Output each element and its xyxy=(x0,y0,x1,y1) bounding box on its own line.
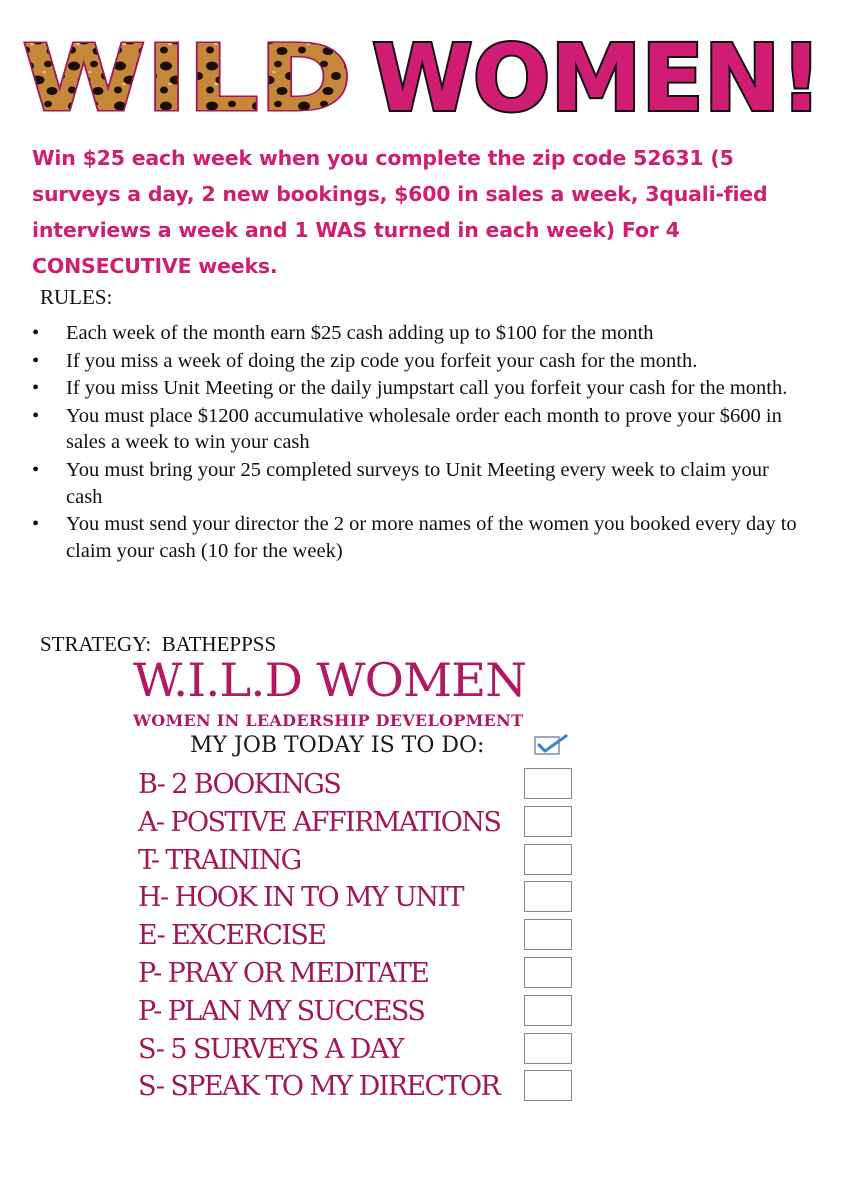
task-label: S- 5 SURVEYS A DAY xyxy=(138,1033,403,1065)
task-row-training xyxy=(138,842,578,880)
rule-item xyxy=(28,348,808,375)
rule-text: If you miss Unit Meeting or the daily jumpstart call you forfeit your cash for the month. xyxy=(66,377,788,400)
task-label: H- HOOK IN TO MY UNIT xyxy=(138,882,463,914)
title-wild: WILD xyxy=(22,25,352,123)
task-checkbox[interactable] xyxy=(524,995,572,1026)
task-row-hook-in xyxy=(138,879,578,917)
task-checkbox[interactable] xyxy=(524,844,572,875)
task-label: P- PLAN MY SUCCESS xyxy=(138,995,425,1027)
task-label: P- PRAY OR MEDITATE xyxy=(138,957,429,989)
rule-text: You must send your director the 2 or more names of the women you booked every day to claim your cash (10 for the week) xyxy=(66,513,797,562)
rule-text: Each week of the month earn $25 cash adding up to $100 for the month xyxy=(66,322,654,344)
task-label: S- SPEAK TO MY DIRECTOR xyxy=(138,1071,500,1103)
task-row-exercise xyxy=(138,917,578,955)
task-label: E- EXCERCISE xyxy=(138,920,326,952)
rules-heading: RULES: xyxy=(40,285,113,309)
intro-paragraph: Win $25 each week when you complete the zip code 52631 (5 surveys a day, 2 new bookings, $600 in sales a week, 3quali-fied interviews a week and 1 WAS turned in each week) For 4 CONSECUTIVE weeks. xyxy=(32,146,768,278)
task-label: A- POSTIVE AFFIRMATIONS xyxy=(138,806,501,838)
task-row-affirmations xyxy=(138,804,578,842)
bullet-icon: • xyxy=(32,404,40,427)
flyer-title xyxy=(20,18,830,123)
task-checkbox[interactable] xyxy=(524,919,572,950)
strategy-line: STRATEGY: BATHEPPSS xyxy=(40,632,277,656)
task-checkbox[interactable] xyxy=(524,957,572,988)
bullet-icon: • xyxy=(32,458,40,481)
rules-list xyxy=(28,320,808,565)
wild-women-subtitle: WOMEN IN LEADERSHIP DEVELOPMENT xyxy=(133,711,524,730)
wild-women-title: W.I.L.D WOMEN xyxy=(133,654,527,708)
rule-item xyxy=(28,375,808,402)
bullet-icon: • xyxy=(32,349,40,372)
checked-box-icon xyxy=(534,734,568,756)
bullet-icon: • xyxy=(32,322,40,344)
task-label: B- 2 BOOKINGS xyxy=(138,769,341,800)
rule-text: You must place $1200 accumulative wholesale order each month to prove your $600 in sales a week to win your cash xyxy=(66,404,782,454)
task-label: T- TRAINING xyxy=(138,844,301,876)
rule-item xyxy=(28,403,808,456)
task-checkbox[interactable] xyxy=(524,881,572,912)
task-row-bookings xyxy=(138,766,578,804)
job-today-heading: MY JOB TODAY IS TO DO: xyxy=(190,733,485,758)
title-graphic xyxy=(20,18,830,123)
title-women: WOMEN! xyxy=(372,25,822,123)
rule-item xyxy=(28,457,808,510)
task-checkbox[interactable] xyxy=(524,768,572,799)
rule-item xyxy=(28,511,808,564)
task-checkbox[interactable] xyxy=(524,1070,572,1101)
task-checkbox[interactable] xyxy=(524,806,572,837)
bullet-icon: • xyxy=(32,513,40,536)
task-row-surveys xyxy=(138,1031,578,1069)
rule-text: If you miss a week of doing the zip code you forfeit your cash for the month. xyxy=(66,349,698,372)
rule-item xyxy=(28,320,808,347)
rule-text: You must bring your 25 completed surveys to Unit Meeting every week to claim your cash xyxy=(66,458,769,508)
task-checklist xyxy=(138,766,578,1106)
task-row-director xyxy=(138,1068,578,1106)
task-checkbox[interactable] xyxy=(524,1033,572,1064)
task-row-pray xyxy=(138,955,578,993)
task-row-plan xyxy=(138,993,578,1031)
bullet-icon: • xyxy=(32,377,40,400)
